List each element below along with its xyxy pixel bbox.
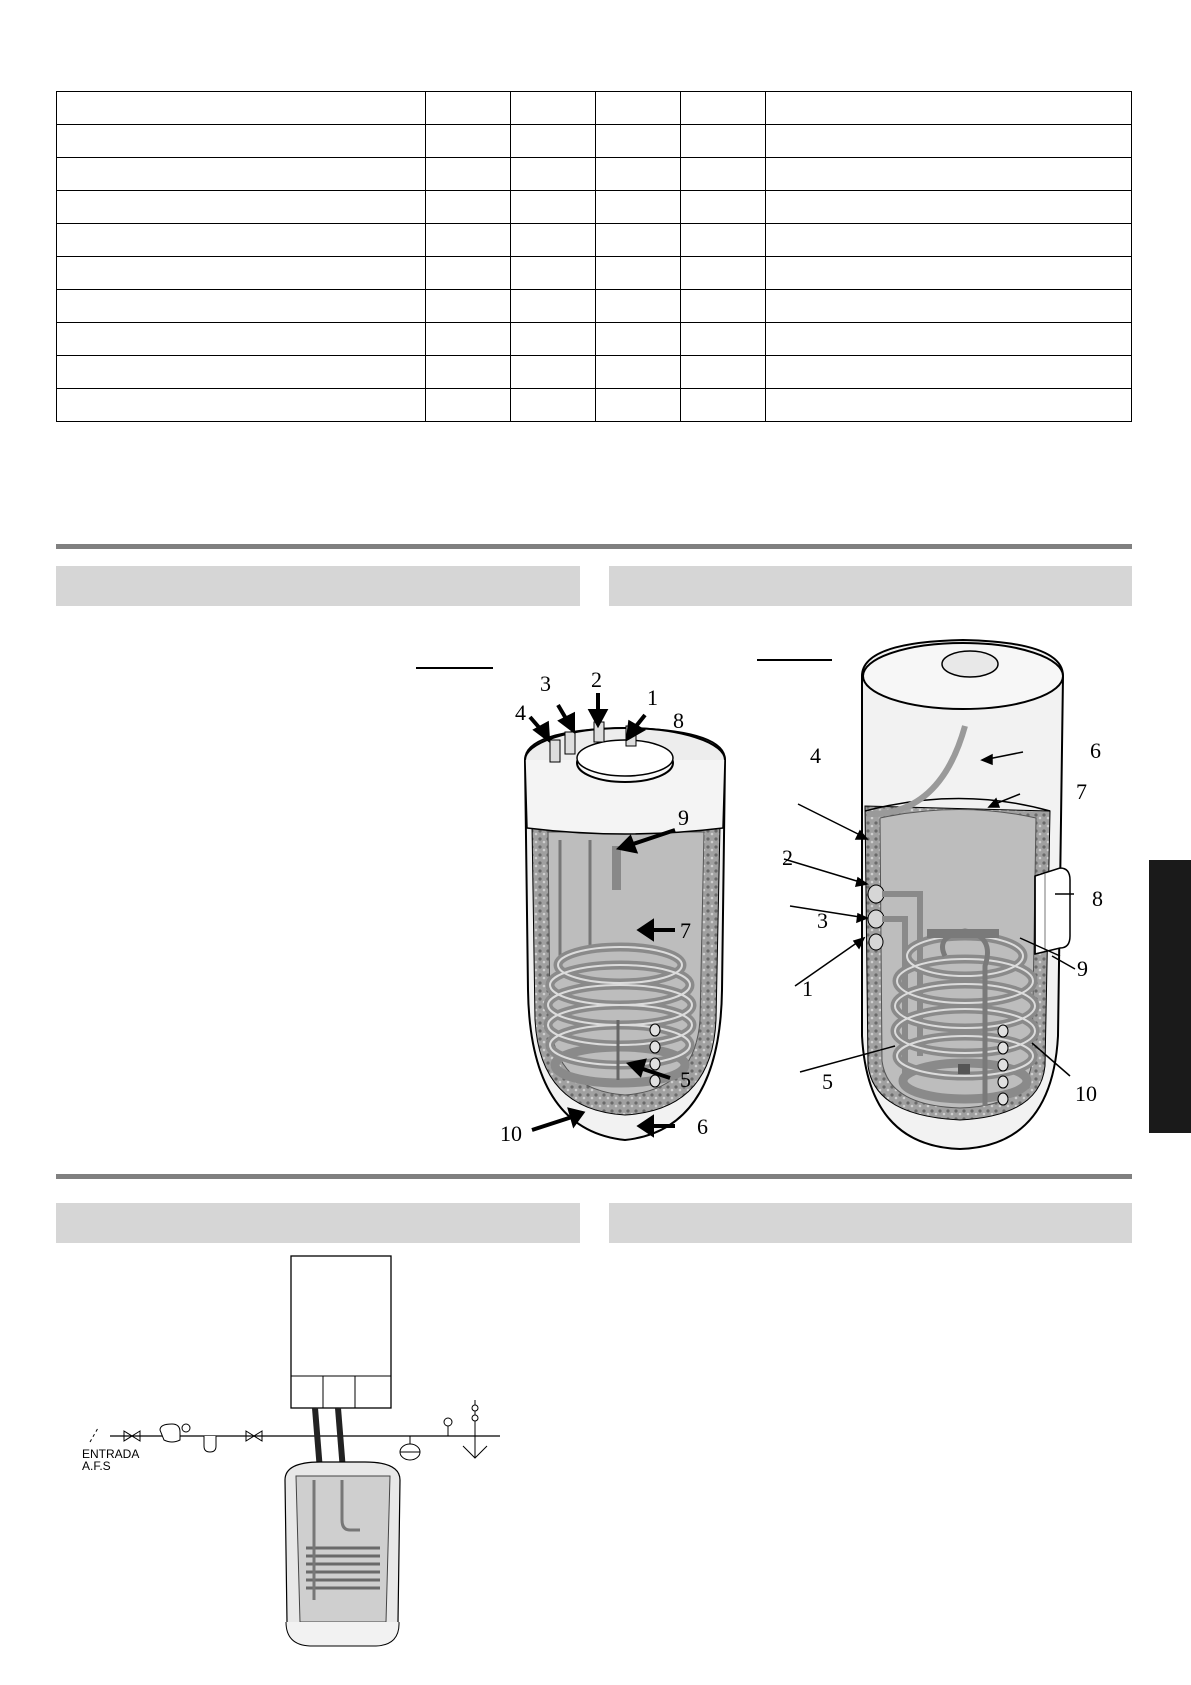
callout-1: 1 [647,685,658,710]
table-cell [426,389,511,422]
table-cell [426,92,511,125]
installation-schematic [80,1250,520,1650]
section-bar-left-2 [56,1203,580,1243]
callout-10: 10 [500,1121,522,1146]
table-cell [596,290,681,323]
table-cell [681,92,766,125]
table-cell [57,125,426,158]
callout-10: 10 [1075,1081,1097,1106]
callout-5: 5 [680,1067,691,1092]
table-cell [596,323,681,356]
table-cell [57,290,426,323]
table-cell [511,191,596,224]
table-cell [681,191,766,224]
table-cell [681,257,766,290]
table-cell [766,356,1132,389]
table-cell [511,92,596,125]
callout-7: 7 [1076,779,1087,804]
table-cell [511,158,596,191]
callout-6: 6 [697,1114,708,1139]
callout-2: 2 [782,845,793,870]
table-cell [511,257,596,290]
table-cell [426,290,511,323]
table-row [57,191,1132,224]
table-cell [57,224,426,257]
table-row [57,158,1132,191]
table-cell [57,191,426,224]
table-row [57,257,1132,290]
callout-7: 7 [680,918,691,943]
callout-4: 4 [810,743,821,768]
callout-1: 1 [802,976,813,1001]
table-cell [766,92,1132,125]
table-cell [426,257,511,290]
table-cell [766,224,1132,257]
table-row [57,389,1132,422]
table-cell [681,323,766,356]
table-row [57,323,1132,356]
table-cell [596,92,681,125]
table-cell [596,389,681,422]
callout-3: 3 [540,671,551,696]
section-bar-right-2 [609,1203,1132,1243]
table-cell [57,92,426,125]
callout-2: 2 [591,667,602,692]
table-cell [596,125,681,158]
table-cell [57,323,426,356]
callout-5: 5 [822,1069,833,1094]
callout-8: 8 [673,708,684,733]
table-cell [596,356,681,389]
table-row [57,356,1132,389]
callout-6: 6 [1090,738,1101,763]
section-bar-right-1 [609,566,1132,606]
table-cell [426,125,511,158]
table-cell [511,323,596,356]
table-cell [766,191,1132,224]
table-cell [511,125,596,158]
table-cell [426,323,511,356]
table-cell [766,290,1132,323]
inlet-label-line1: ENTRADA [82,1447,140,1461]
table-cell [511,290,596,323]
table-cell [681,389,766,422]
table-row [57,224,1132,257]
table-cell [426,191,511,224]
table-row [57,92,1132,125]
callout-9: 9 [678,805,689,830]
table-cell [596,191,681,224]
table-cell [57,158,426,191]
callout-3: 3 [817,908,828,933]
table-cell [681,356,766,389]
table-cell [681,290,766,323]
table-cell [766,323,1132,356]
table-cell [511,356,596,389]
table-cell [57,389,426,422]
callout-4: 4 [515,700,526,725]
table-cell [511,224,596,257]
table-row [57,125,1132,158]
underline-mark-left [416,667,493,669]
section-rule-top [56,544,1132,549]
table-cell [766,125,1132,158]
tank-illustration-side-connections [770,636,1120,1156]
table-cell [766,389,1132,422]
section-bar-left-1 [56,566,580,606]
table-cell [426,224,511,257]
table-cell [681,125,766,158]
table-cell [511,389,596,422]
callout-8: 8 [1092,886,1103,911]
table-cell [766,158,1132,191]
table-cell [57,356,426,389]
side-thumb-tab [1149,860,1191,1133]
section-rule-bottom [56,1174,1132,1179]
tank-illustration-vertical-coil [490,660,750,1160]
table-cell [596,224,681,257]
table-cell [596,257,681,290]
table-cell [681,224,766,257]
table-row [57,290,1132,323]
callout-9: 9 [1077,956,1088,981]
table-cell [681,158,766,191]
table-cell [766,257,1132,290]
table-cell [426,356,511,389]
table-cell [426,158,511,191]
table-cell [57,257,426,290]
table-cell [596,158,681,191]
spec-table [56,91,1132,422]
inlet-label-line2: A.F.S [82,1459,111,1473]
